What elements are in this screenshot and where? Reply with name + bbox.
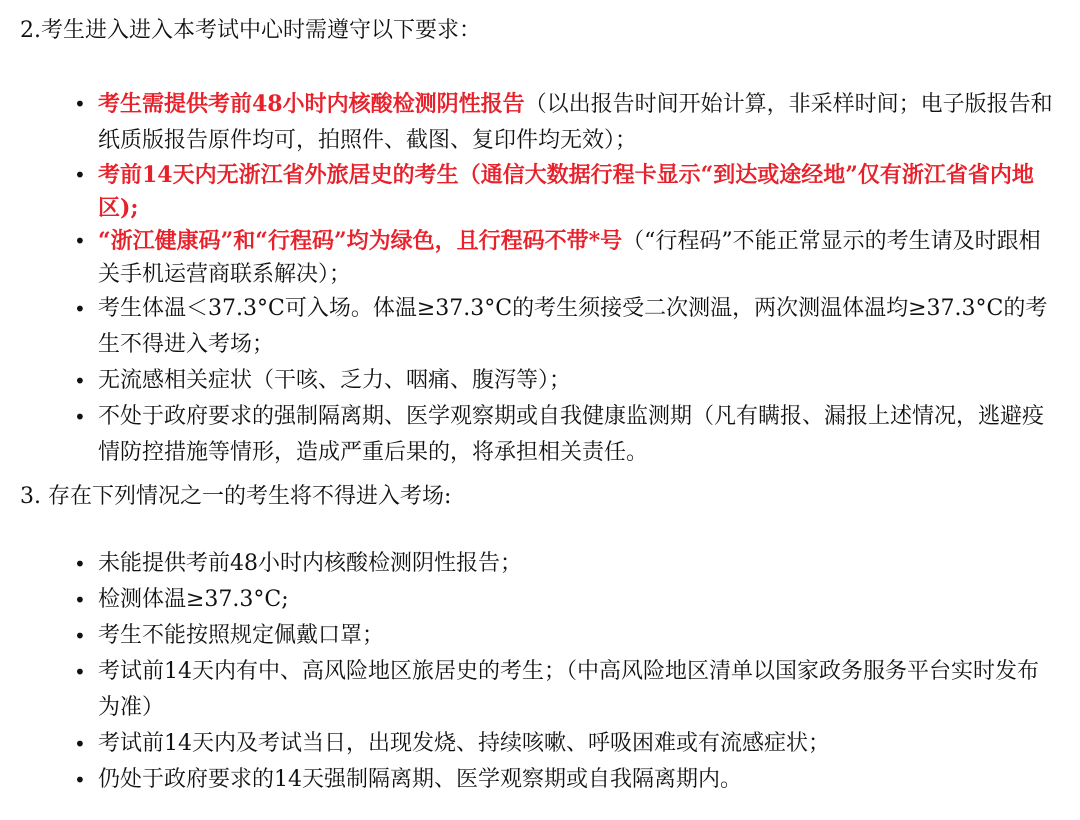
list-item: • 仍处于政府要求的14天强制隔离期、医学观察期或自我隔离期内。 <box>0 762 1080 798</box>
emphasis-text: 考生需提供考前48小时内核酸检测阴性报告 <box>98 91 525 117</box>
list-item <box>0 291 1080 363</box>
item-text: （“行程码”不能正常显示的考生请及时跟相关手机运营商联系解决）； <box>98 229 1041 287</box>
list-item: • 检测体温≥37.3°C; <box>0 582 1080 618</box>
list-item <box>0 159 1080 225</box>
emphasis-text: 考前14天内无浙江省外旅居史的考生（通信大数据行程卡显示“到达或途经地”仅有浙江省省内地区); <box>98 162 1034 221</box>
list-item: • 考生不能按照规定佩戴口罩； <box>0 618 1080 654</box>
item-text: 无流感相关症状（干咳、乏力、咽痛、腹泻等）； <box>98 368 572 393</box>
section-3-heading: 3. 存在下列情况之一的考生将不得进入考场: <box>20 484 452 509</box>
list-item: • 未能提供考前48小时内核酸检测阴性报告； <box>0 546 1080 582</box>
section-3-exclusions-list <box>0 546 1080 798</box>
section-2-heading: 2.考生进入进入本考试中心时需遵守以下要求： <box>20 18 481 43</box>
section-2-requirements-list <box>0 86 1080 471</box>
list-item <box>0 86 1080 159</box>
item-text: 考生体温＜37.3°C可入场。体温≥37.3°C的考生须接受二次测温，两次测温体温均≥37.3°C的考生不得进入考场； <box>98 296 1048 357</box>
item-text: （以出报告时间开始计算，非采样时间；电子版报告和纸质版报告原件均可，拍照件、截图、复印件均无效）； <box>98 92 1053 153</box>
list-item <box>0 225 1080 291</box>
list-item: • 考试前14天内及考试当日，出现发烧、持续咳嗽、呼吸困难或有流感症状； <box>0 726 1080 762</box>
list-item <box>0 363 1080 399</box>
list-item: • 考试前14天内有中、高风险地区旅居史的考生；（中高风险地区清单以国家政务服务平台实时发布为准） <box>0 654 1080 726</box>
item-text: 不处于政府要求的强制隔离期、医学观察期或自我健康监测期（凡有瞒报、漏报上述情况，逃避疫情防控措施等情形，造成严重后果的，将承担相关责任。 <box>98 404 1045 465</box>
list-item <box>0 399 1080 471</box>
emphasis-text: “浙江健康码”和“行程码”均为绿色，且行程码不带*号 <box>98 228 623 254</box>
